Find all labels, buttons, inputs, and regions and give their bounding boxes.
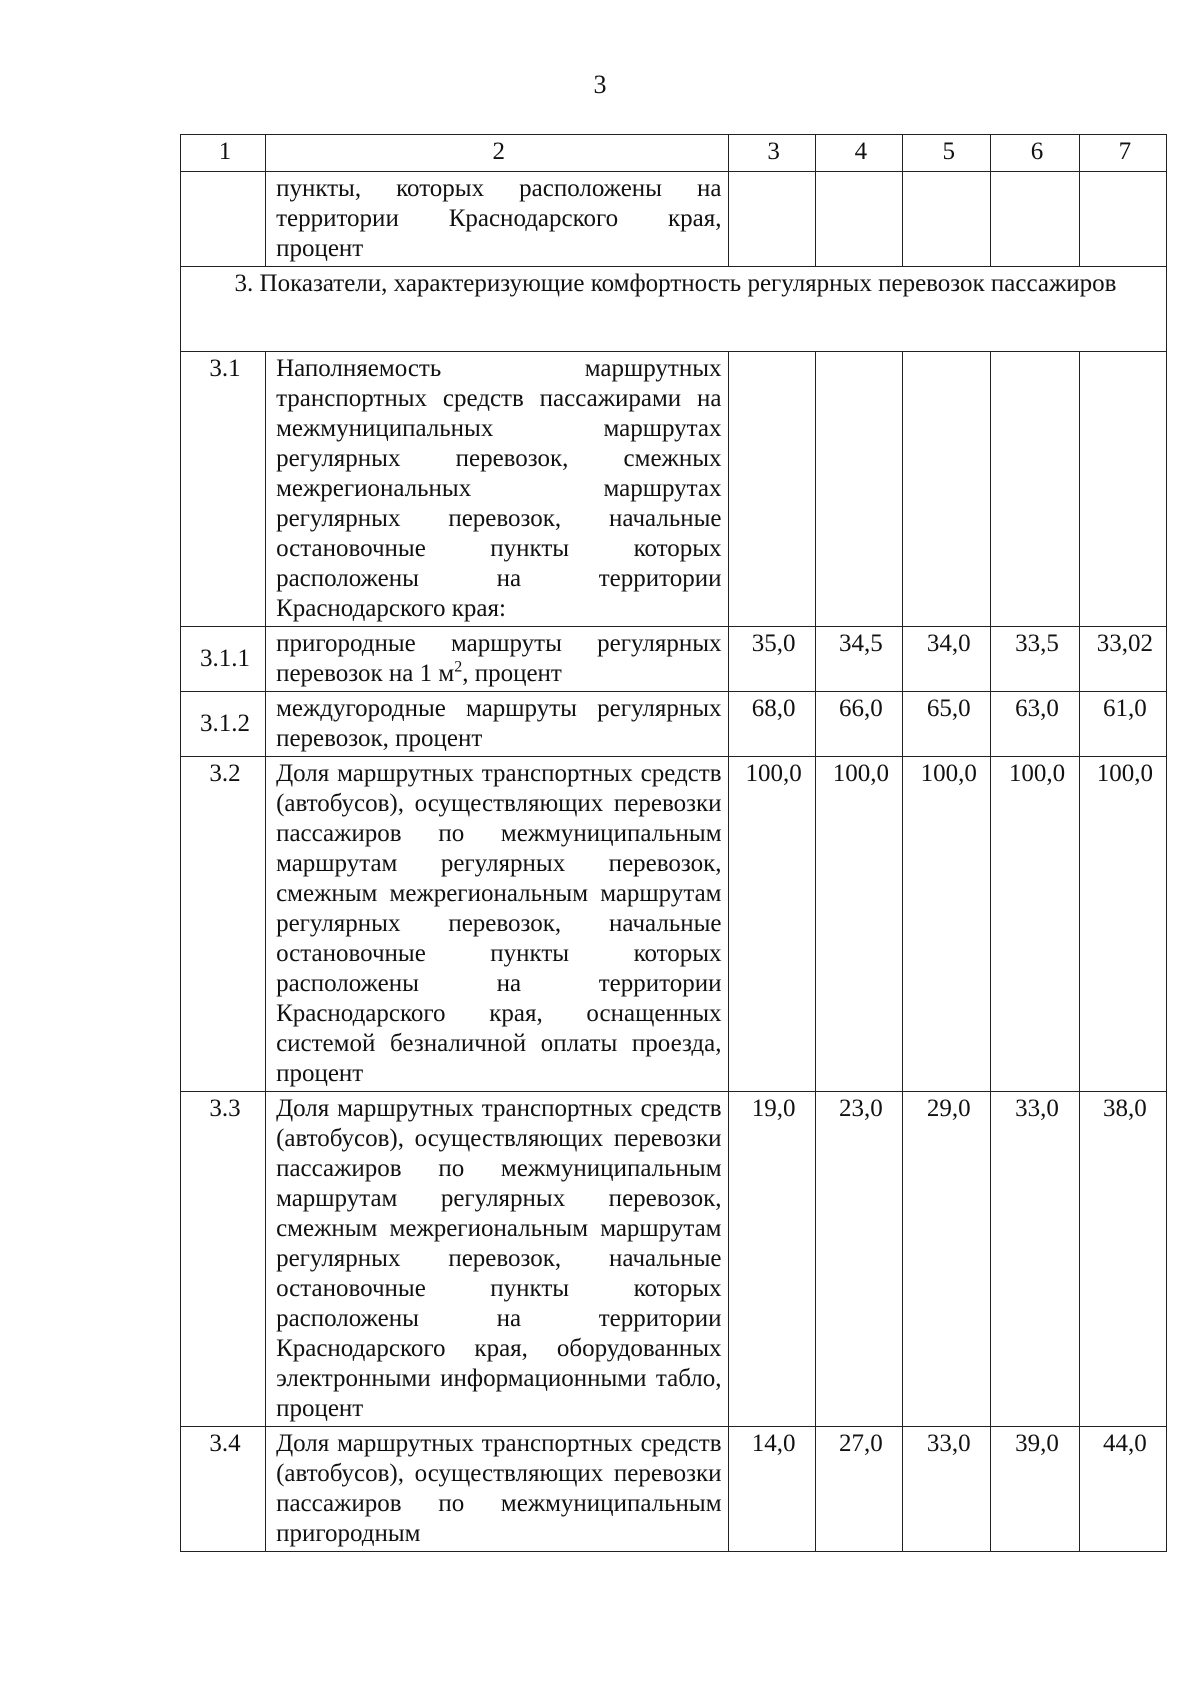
row-value bbox=[815, 352, 902, 627]
row-value: 34,5 bbox=[815, 627, 902, 692]
row-value: 100,0 bbox=[903, 757, 991, 1092]
row-value: 27,0 bbox=[815, 1427, 902, 1552]
row-value: 34,0 bbox=[903, 627, 991, 692]
table-row bbox=[181, 692, 1167, 757]
row-description: Наполняемость маршрутных транспортных средств пассажирами на межмуниципальных маршрутах регулярных перевозок, смежных межрегиональных маршрутах регулярных перевозок, начальные остановочные пункты которых расположены на территории Краснодарского края: bbox=[266, 352, 728, 627]
row-value: 35,0 bbox=[728, 627, 815, 692]
table-row bbox=[181, 757, 1167, 1092]
header-cell: 4 bbox=[815, 135, 902, 172]
row-description: пункты, которых расположены на территории Краснодарского края, процент bbox=[266, 172, 728, 267]
row-number bbox=[181, 172, 266, 267]
table-row bbox=[181, 352, 1167, 627]
row-value: 33,5 bbox=[991, 627, 1079, 692]
row-description: Доля маршрутных транспортных средств (автобусов), осуществляющих перевозки пассажиров по межмуниципальным пригородным bbox=[266, 1427, 728, 1552]
superscript: 2 bbox=[454, 658, 463, 676]
header-cell: 2 bbox=[266, 135, 728, 172]
row-description-text: , процент bbox=[462, 660, 562, 687]
row-value: 19,0 bbox=[728, 1092, 815, 1427]
row-value: 61,0 bbox=[1079, 692, 1166, 757]
row-value: 23,0 bbox=[815, 1092, 902, 1427]
row-value bbox=[728, 172, 815, 267]
header-cell: 3 bbox=[728, 135, 815, 172]
table-row bbox=[181, 1427, 1167, 1552]
row-value: 65,0 bbox=[903, 692, 991, 757]
row-description-text: пригородные маршруты регулярных перевозок на 1 м bbox=[276, 630, 722, 687]
table-row bbox=[181, 1092, 1167, 1427]
row-value: 33,02 bbox=[1079, 627, 1166, 692]
row-number: 3.3 bbox=[181, 1092, 266, 1427]
row-number: 3.1.2 bbox=[181, 692, 266, 757]
header-cell: 1 bbox=[181, 135, 266, 172]
table-row bbox=[181, 627, 1167, 692]
row-value: 14,0 bbox=[728, 1427, 815, 1552]
row-value bbox=[991, 172, 1079, 267]
header-row bbox=[181, 135, 1167, 172]
row-number: 3.4 bbox=[181, 1427, 266, 1552]
row-value: 44,0 bbox=[1079, 1427, 1166, 1552]
indicators-table bbox=[180, 134, 1167, 1552]
row-value: 66,0 bbox=[815, 692, 902, 757]
row-description: междугородные маршруты регулярных перевозок, процент bbox=[266, 692, 728, 757]
table-row bbox=[181, 172, 1167, 267]
row-value: 100,0 bbox=[1079, 757, 1166, 1092]
row-number: 3.1 bbox=[181, 352, 266, 627]
row-value: 100,0 bbox=[991, 757, 1079, 1092]
section-title: 3. Показатели, характеризующие комфортность регулярных перевозок пассажиров bbox=[181, 267, 1167, 352]
row-value bbox=[903, 172, 991, 267]
page-number: 3 bbox=[593, 70, 607, 99]
row-number: 3.1.1 bbox=[181, 627, 266, 692]
row-value bbox=[903, 352, 991, 627]
header-cell: 5 bbox=[903, 135, 991, 172]
row-description: Доля маршрутных транспортных средств (автобусов), осуществляющих перевозки пассажиров по межмуниципальным маршрутам регулярных перевозок, смежным межрегиональным маршрутам регулярных перевозок, начальные остановочные пункты которых расположены на территории Краснодарского края, оснащенных системой безналичной оплаты проезда, процент bbox=[266, 757, 728, 1092]
row-description bbox=[266, 627, 728, 692]
row-value: 33,0 bbox=[903, 1427, 991, 1552]
row-description: Доля маршрутных транспортных средств (автобусов), осуществляющих перевозки пассажиров по межмуниципальным маршрутам регулярных перевозок, смежным межрегиональным маршрутам регулярных перевозок, начальные остановочные пункты которых расположены на территории Краснодарского края, оборудованных электронными информационными табло, процент bbox=[266, 1092, 728, 1427]
header-cell: 6 bbox=[991, 135, 1079, 172]
section-row bbox=[181, 267, 1167, 352]
row-value: 39,0 bbox=[991, 1427, 1079, 1552]
row-value: 68,0 bbox=[728, 692, 815, 757]
row-value bbox=[728, 352, 815, 627]
row-value bbox=[1079, 172, 1166, 267]
row-value: 100,0 bbox=[815, 757, 902, 1092]
row-number: 3.2 bbox=[181, 757, 266, 1092]
row-value: 29,0 bbox=[903, 1092, 991, 1427]
row-value bbox=[991, 352, 1079, 627]
row-value bbox=[1079, 352, 1166, 627]
row-value: 38,0 bbox=[1079, 1092, 1166, 1427]
row-value: 33,0 bbox=[991, 1092, 1079, 1427]
header-cell: 7 bbox=[1079, 135, 1166, 172]
row-value bbox=[815, 172, 902, 267]
row-value: 100,0 bbox=[728, 757, 815, 1092]
row-value: 63,0 bbox=[991, 692, 1079, 757]
